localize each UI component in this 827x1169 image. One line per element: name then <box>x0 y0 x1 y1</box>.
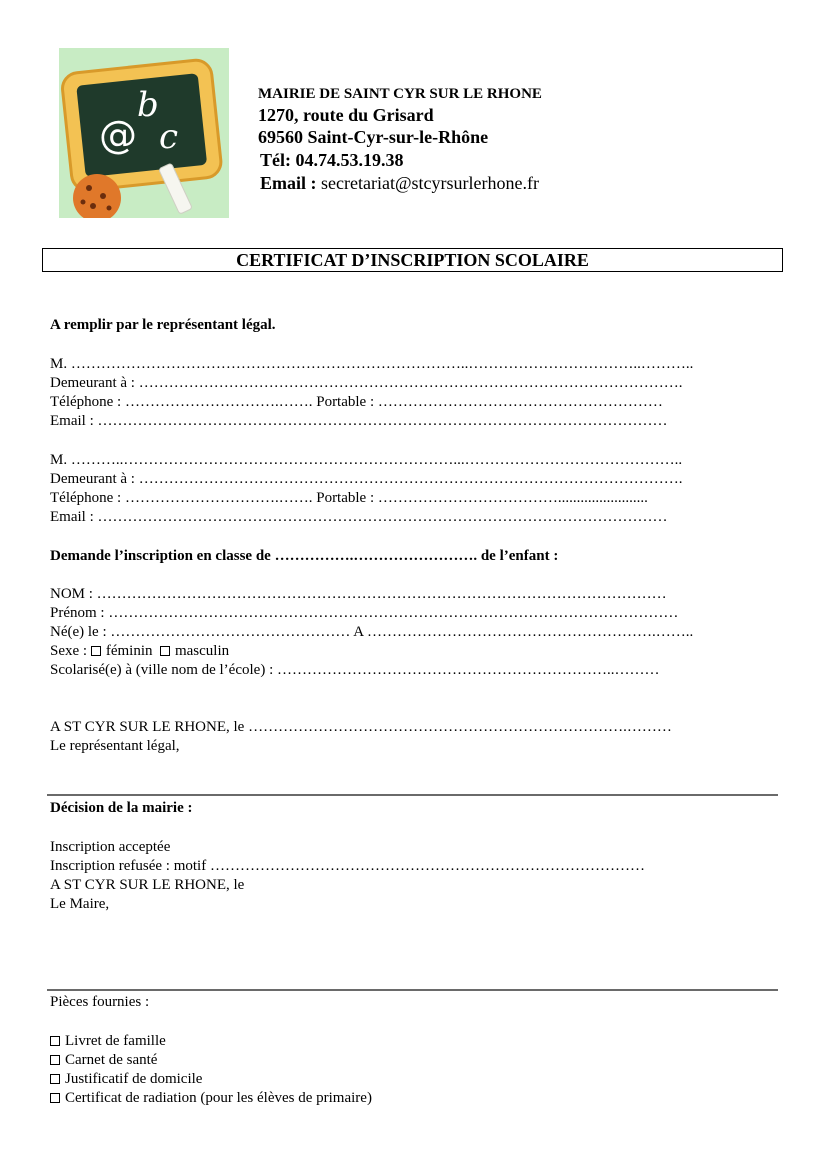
child-school-field[interactable]: Scolarisé(e) à (ville nom de l’école) : …………………………………………………………..……… <box>50 662 660 678</box>
logo-c: c <box>159 117 179 157</box>
rep2-phone-field[interactable]: Téléphone : ………………………….……. Portable : ………………………………........................ <box>50 490 648 506</box>
address-city: 69560 Saint-Cyr-sur-le-Rhône <box>258 127 489 147</box>
doc-item <box>50 1070 775 1089</box>
sex-feminin-label: féminin <box>105 643 153 659</box>
chalkboard-abc-icon <box>59 48 229 218</box>
school-logo <box>59 48 229 218</box>
mairie-name: MAIRIE DE SAINT CYR SUR LE RHONE <box>258 86 542 102</box>
rep1-email-field[interactable]: Email : …………………………………………………………………………………………………… <box>50 413 668 429</box>
sex-masculin-label: masculin <box>174 643 230 659</box>
documents-heading: Pièces fournies : <box>50 994 150 1010</box>
logo-b: b <box>137 85 159 125</box>
doc-item <box>50 1051 775 1070</box>
signature-place-date[interactable]: A ST CYR SUR LE RHONE, le ………………………………………………………………….……… <box>50 719 672 735</box>
decision-refused[interactable]: Inscription refusée : motif …………………………………………………………………………… <box>50 858 645 874</box>
decision-place: A ST CYR SUR LE RHONE, le <box>50 877 245 893</box>
class-request-field[interactable]: …………….……………………. <box>274 548 481 564</box>
sex-feminin-checkbox[interactable] <box>91 646 101 656</box>
doc-checkbox[interactable] <box>50 1055 60 1065</box>
address-street: 1270, route du Grisard <box>258 105 434 125</box>
sex-masculin-checkbox[interactable] <box>160 646 170 656</box>
signature-rep: Le représentant légal, <box>50 738 180 754</box>
child-prenom-field[interactable]: Prénom : …………………………………………………………………………………………………… <box>50 605 679 621</box>
rep1-phone-field[interactable]: Téléphone : ………………………….……. Portable : ………………………………………………… <box>50 394 663 410</box>
doc-checkbox[interactable] <box>50 1036 60 1046</box>
phone-number: Tél: 04.74.53.19.38 <box>260 150 404 170</box>
doc-label: Carnet de santé <box>65 1052 158 1068</box>
rep2-name-field[interactable]: M. ………..…………………………………………………………...…………………………………….. <box>50 452 683 468</box>
rep2-email-field[interactable]: Email : …………………………………………………………………………………………………… <box>50 509 668 525</box>
divider-documents <box>47 989 778 991</box>
document-title: CERTIFICAT D’INSCRIPTION SCOLAIRE <box>42 248 783 272</box>
decision-accepted: Inscription acceptée <box>50 839 171 855</box>
doc-checkbox[interactable] <box>50 1093 60 1103</box>
sex-label: Sexe : <box>50 643 91 659</box>
logo-at: @ <box>99 113 137 157</box>
doc-checkbox[interactable] <box>50 1074 60 1084</box>
child-nom-field[interactable]: NOM : …………………………………………………………………………………………………… <box>50 586 667 602</box>
rep2-address-field[interactable]: Demeurant à : ………………………………………………………………………………………………. <box>50 471 683 487</box>
legal-heading: A remplir par le représentant légal. <box>50 317 276 333</box>
doc-label: Certificat de radiation (pour les élèves de primaire) <box>65 1090 372 1106</box>
doc-item <box>50 1089 775 1108</box>
class-request <box>50 547 775 566</box>
class-request-prefix: Demande l’inscription en classe de <box>50 548 275 564</box>
class-request-suffix: de l’enfant : <box>480 548 559 564</box>
email-line <box>260 173 539 194</box>
rep1-address-field[interactable]: Demeurant à : ………………………………………………………………………………………………. <box>50 375 683 391</box>
divider-decision <box>47 794 778 796</box>
doc-label: Justificatif de domicile <box>65 1071 203 1087</box>
doc-item <box>50 1032 775 1051</box>
child-sex-row <box>50 642 775 661</box>
email-label: Email : <box>260 173 317 193</box>
email-link[interactable]: secretariat@stcyrsurlerhone.fr <box>321 173 539 193</box>
doc-label: Livret de famille <box>65 1033 166 1049</box>
child-birth-field[interactable]: Né(e) le : ………………………………………… A ………………………………………………….…….. <box>50 624 694 640</box>
decision-heading: Décision de la mairie : <box>50 800 193 816</box>
rep1-name-field[interactable]: M. ……………………………………………………………………..……………………………..……….. <box>50 356 694 372</box>
decision-mayor: Le Maire, <box>50 896 110 912</box>
